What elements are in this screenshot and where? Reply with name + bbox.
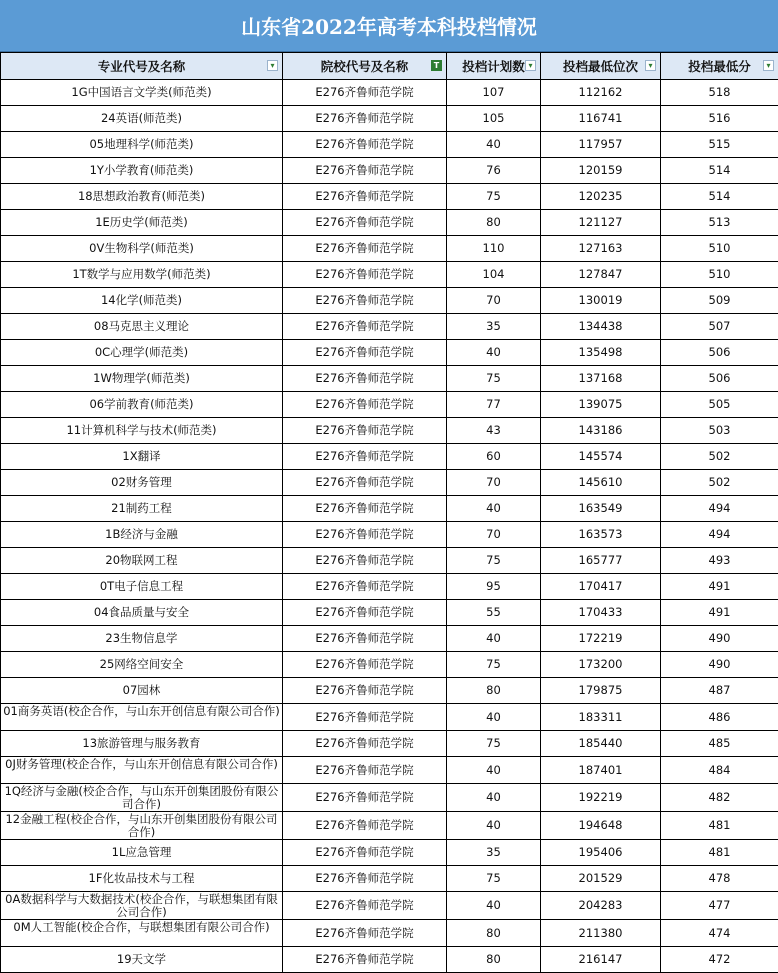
cell-plan[interactable]: 95 xyxy=(447,574,541,600)
table-row xyxy=(1,866,778,892)
cell-school[interactable]: E276齐鲁师范学院 xyxy=(283,80,447,106)
cell-score[interactable]: 490 xyxy=(661,626,778,652)
cell-major[interactable]: 08马克思主义理论 xyxy=(1,314,283,340)
cell-plan[interactable]: 110 xyxy=(447,236,541,262)
cell-plan[interactable]: 40 xyxy=(447,757,541,784)
filter-dropdown-icon[interactable]: ▾ xyxy=(645,60,656,71)
cell-school[interactable]: E276齐鲁师范学院 xyxy=(283,731,447,757)
cell-score[interactable]: 477 xyxy=(661,892,778,920)
cell-school[interactable]: E276齐鲁师范学院 xyxy=(283,920,447,947)
cell-plan[interactable]: 40 xyxy=(447,132,541,158)
cell-school[interactable]: E276齐鲁师范学院 xyxy=(283,678,447,704)
cell-rank[interactable]: 163573 xyxy=(541,522,661,548)
table-row xyxy=(1,470,778,496)
cell-plan[interactable]: 43 xyxy=(447,418,541,444)
cell-school[interactable]: E276齐鲁师范学院 xyxy=(283,757,447,784)
cell-rank[interactable]: 194648 xyxy=(541,812,661,840)
cell-school[interactable]: E276齐鲁师范学院 xyxy=(283,106,447,132)
cell-school[interactable]: E276齐鲁师范学院 xyxy=(283,866,447,892)
cell-rank[interactable]: 120159 xyxy=(541,158,661,184)
cell-rank[interactable]: 145610 xyxy=(541,470,661,496)
table-row xyxy=(1,947,778,973)
cell-rank[interactable]: 201529 xyxy=(541,866,661,892)
cell-rank[interactable]: 143186 xyxy=(541,418,661,444)
cell-score[interactable]: 487 xyxy=(661,678,778,704)
cell-score[interactable]: 502 xyxy=(661,444,778,470)
cell-major[interactable]: 0C心理学(师范类) xyxy=(1,340,283,366)
header-school: 院校代号及名称 T xyxy=(283,53,447,80)
cell-plan[interactable]: 75 xyxy=(447,366,541,392)
cell-major[interactable]: 1G中国语言文学类(师范类) xyxy=(1,80,283,106)
cell-plan[interactable]: 75 xyxy=(447,184,541,210)
cell-score[interactable]: 491 xyxy=(661,600,778,626)
table-row xyxy=(1,262,778,288)
cell-rank[interactable]: 127163 xyxy=(541,236,661,262)
cell-school[interactable]: E276齐鲁师范学院 xyxy=(283,892,447,920)
cell-major[interactable]: 18思想政治教育(师范类) xyxy=(1,184,283,210)
cell-plan[interactable]: 40 xyxy=(447,626,541,652)
filter-active-icon[interactable]: T xyxy=(431,60,442,71)
cell-major[interactable]: 05地理科学(师范类) xyxy=(1,132,283,158)
cell-major[interactable]: 01商务英语(校企合作，与山东开创信息有限公司合作) xyxy=(1,704,283,731)
table-row xyxy=(1,236,778,262)
cell-school[interactable]: E276齐鲁师范学院 xyxy=(283,840,447,866)
table-row xyxy=(1,704,778,731)
cell-plan[interactable]: 105 xyxy=(447,106,541,132)
cell-plan[interactable]: 104 xyxy=(447,262,541,288)
cell-score[interactable]: 482 xyxy=(661,784,778,812)
cell-rank[interactable]: 211380 xyxy=(541,920,661,947)
cell-plan[interactable]: 70 xyxy=(447,470,541,496)
header-score: 投档最低分 ▾ xyxy=(661,53,778,80)
cell-school[interactable]: E276齐鲁师范学院 xyxy=(283,470,447,496)
cell-major[interactable]: 1W物理学(师范类) xyxy=(1,366,283,392)
cell-rank[interactable]: 137168 xyxy=(541,366,661,392)
table-row xyxy=(1,314,778,340)
cell-school[interactable]: E276齐鲁师范学院 xyxy=(283,947,447,973)
table-row xyxy=(1,132,778,158)
cell-school[interactable]: E276齐鲁师范学院 xyxy=(283,784,447,812)
cell-rank[interactable]: 121127 xyxy=(541,210,661,236)
cell-score[interactable]: 478 xyxy=(661,866,778,892)
table-row xyxy=(1,184,778,210)
cell-plan[interactable]: 70 xyxy=(447,288,541,314)
cell-plan[interactable]: 40 xyxy=(447,496,541,522)
cell-plan[interactable]: 107 xyxy=(447,80,541,106)
cell-school[interactable]: E276齐鲁师范学院 xyxy=(283,600,447,626)
cell-major[interactable]: 07园林 xyxy=(1,678,283,704)
cell-score[interactable]: 490 xyxy=(661,652,778,678)
cell-rank[interactable]: 185440 xyxy=(541,731,661,757)
cell-plan[interactable]: 80 xyxy=(447,678,541,704)
cell-rank[interactable]: 192219 xyxy=(541,784,661,812)
cell-major[interactable]: 0A数据科学与大数据技术(校企合作，与联想集团有限公司合作) xyxy=(1,892,283,920)
cell-score[interactable]: 509 xyxy=(661,288,778,314)
cell-rank[interactable]: 204283 xyxy=(541,892,661,920)
cell-plan[interactable]: 80 xyxy=(447,947,541,973)
cell-score[interactable]: 514 xyxy=(661,184,778,210)
cell-score[interactable]: 505 xyxy=(661,392,778,418)
table-row xyxy=(1,210,778,236)
cell-score[interactable]: 518 xyxy=(661,80,778,106)
cell-school[interactable]: E276齐鲁师范学院 xyxy=(283,652,447,678)
table-row xyxy=(1,80,778,106)
cell-plan[interactable]: 75 xyxy=(447,652,541,678)
cell-school[interactable]: E276齐鲁师范学院 xyxy=(283,812,447,840)
table-row xyxy=(1,158,778,184)
cell-major[interactable]: 1E历史学(师范类) xyxy=(1,210,283,236)
cell-score[interactable]: 513 xyxy=(661,210,778,236)
cell-major[interactable]: 0T电子信息工程 xyxy=(1,574,283,600)
cell-plan[interactable]: 40 xyxy=(447,704,541,731)
cell-score[interactable]: 481 xyxy=(661,812,778,840)
table-row xyxy=(1,548,778,574)
cell-major[interactable]: 23生物信息学 xyxy=(1,626,283,652)
cell-score[interactable]: 494 xyxy=(661,522,778,548)
cell-school[interactable]: E276齐鲁师范学院 xyxy=(283,132,447,158)
cell-major[interactable]: 1L应急管理 xyxy=(1,840,283,866)
cell-school[interactable]: E276齐鲁师范学院 xyxy=(283,626,447,652)
cell-major[interactable]: 25网络空间安全 xyxy=(1,652,283,678)
cell-score[interactable]: 507 xyxy=(661,314,778,340)
cell-major[interactable]: 1T数学与应用数学(师范类) xyxy=(1,262,283,288)
cell-rank[interactable]: 183311 xyxy=(541,704,661,731)
cell-score[interactable]: 472 xyxy=(661,947,778,973)
cell-rank[interactable]: 179875 xyxy=(541,678,661,704)
cell-plan[interactable]: 35 xyxy=(447,840,541,866)
cell-major[interactable]: 1Y小学教育(师范类) xyxy=(1,158,283,184)
cell-rank[interactable]: 112162 xyxy=(541,80,661,106)
cell-plan[interactable]: 40 xyxy=(447,892,541,920)
header-row xyxy=(1,53,778,80)
cell-score[interactable]: 506 xyxy=(661,366,778,392)
cell-rank[interactable]: 163549 xyxy=(541,496,661,522)
table-row xyxy=(1,652,778,678)
cell-rank[interactable]: 170417 xyxy=(541,574,661,600)
cell-school[interactable]: E276齐鲁师范学院 xyxy=(283,236,447,262)
cell-score[interactable]: 474 xyxy=(661,920,778,947)
cell-major[interactable]: 02财务管理 xyxy=(1,470,283,496)
header-plan: 投档计划数 ▾ xyxy=(447,53,541,80)
cell-major[interactable]: 0V生物科学(师范类) xyxy=(1,236,283,262)
cell-school[interactable]: E276齐鲁师范学院 xyxy=(283,340,447,366)
table-row xyxy=(1,522,778,548)
filter-dropdown-icon[interactable]: ▾ xyxy=(763,60,774,71)
table-row xyxy=(1,574,778,600)
cell-school[interactable]: E276齐鲁师范学院 xyxy=(283,210,447,236)
table-row xyxy=(1,600,778,626)
cell-rank[interactable]: 165777 xyxy=(541,548,661,574)
cell-plan[interactable]: 40 xyxy=(447,340,541,366)
cell-score[interactable]: 510 xyxy=(661,262,778,288)
table-row xyxy=(1,418,778,444)
table-row xyxy=(1,731,778,757)
table-row xyxy=(1,340,778,366)
cell-score[interactable]: 485 xyxy=(661,731,778,757)
cell-score[interactable]: 506 xyxy=(661,340,778,366)
cell-school[interactable]: E276齐鲁师范学院 xyxy=(283,574,447,600)
admission-table xyxy=(0,52,778,973)
cell-plan[interactable]: 70 xyxy=(447,522,541,548)
cell-school[interactable]: E276齐鲁师范学院 xyxy=(283,418,447,444)
table-row xyxy=(1,444,778,470)
cell-score[interactable]: 502 xyxy=(661,470,778,496)
cell-plan[interactable]: 75 xyxy=(447,866,541,892)
table-row xyxy=(1,366,778,392)
table-row xyxy=(1,784,778,812)
cell-score[interactable]: 494 xyxy=(661,496,778,522)
cell-score[interactable]: 515 xyxy=(661,132,778,158)
table-row xyxy=(1,920,778,947)
cell-score[interactable]: 503 xyxy=(661,418,778,444)
cell-score[interactable]: 486 xyxy=(661,704,778,731)
cell-score[interactable]: 481 xyxy=(661,840,778,866)
cell-school[interactable]: E276齐鲁师范学院 xyxy=(283,314,447,340)
cell-school[interactable]: E276齐鲁师范学院 xyxy=(283,444,447,470)
cell-plan[interactable]: 75 xyxy=(447,731,541,757)
table-body xyxy=(1,80,778,973)
cell-major[interactable]: 14化学(师范类) xyxy=(1,288,283,314)
header-rank: 投档最低位次 ▾ xyxy=(541,53,661,80)
table-row xyxy=(1,892,778,920)
cell-plan[interactable]: 40 xyxy=(447,784,541,812)
cell-major[interactable]: 06学前教育(师范类) xyxy=(1,392,283,418)
sheet-title: 山东省2022年高考本科投档情况 xyxy=(0,0,778,52)
cell-plan[interactable]: 55 xyxy=(447,600,541,626)
cell-rank[interactable]: 187401 xyxy=(541,757,661,784)
filter-dropdown-icon[interactable]: ▾ xyxy=(267,60,278,71)
cell-score[interactable]: 516 xyxy=(661,106,778,132)
cell-plan[interactable]: 40 xyxy=(447,812,541,840)
cell-rank[interactable]: 134438 xyxy=(541,314,661,340)
table-row xyxy=(1,106,778,132)
cell-plan[interactable]: 80 xyxy=(447,920,541,947)
cell-score[interactable]: 510 xyxy=(661,236,778,262)
cell-school[interactable]: E276齐鲁师范学院 xyxy=(283,366,447,392)
filter-dropdown-icon[interactable]: ▾ xyxy=(525,60,536,71)
cell-score[interactable]: 484 xyxy=(661,757,778,784)
cell-school[interactable]: E276齐鲁师范学院 xyxy=(283,496,447,522)
cell-major[interactable]: 11计算机科学与技术(师范类) xyxy=(1,418,283,444)
cell-plan[interactable]: 76 xyxy=(447,158,541,184)
table-row xyxy=(1,288,778,314)
cell-plan[interactable]: 80 xyxy=(447,210,541,236)
header-major: 专业代号及名称 ▾ xyxy=(1,53,283,80)
cell-major[interactable]: 21制药工程 xyxy=(1,496,283,522)
cell-rank[interactable]: 130019 xyxy=(541,288,661,314)
cell-major[interactable]: 0J财务管理(校企合作，与山东开创信息有限公司合作) xyxy=(1,757,283,784)
cell-rank[interactable]: 139075 xyxy=(541,392,661,418)
cell-major[interactable]: 1Q经济与金融(校企合作，与山东开创集团股份有限公司合作) xyxy=(1,784,283,812)
cell-rank[interactable]: 172219 xyxy=(541,626,661,652)
cell-school[interactable]: E276齐鲁师范学院 xyxy=(283,288,447,314)
cell-rank[interactable]: 120235 xyxy=(541,184,661,210)
cell-rank[interactable]: 127847 xyxy=(541,262,661,288)
cell-major[interactable]: 0M人工智能(校企合作，与联想集团有限公司合作) xyxy=(1,920,283,947)
table-row xyxy=(1,626,778,652)
cell-plan[interactable]: 60 xyxy=(447,444,541,470)
table-row xyxy=(1,392,778,418)
cell-school[interactable]: E276齐鲁师范学院 xyxy=(283,262,447,288)
table-row xyxy=(1,678,778,704)
cell-school[interactable]: E276齐鲁师范学院 xyxy=(283,392,447,418)
cell-rank[interactable]: 173200 xyxy=(541,652,661,678)
cell-school[interactable]: E276齐鲁师范学院 xyxy=(283,158,447,184)
cell-rank[interactable]: 170433 xyxy=(541,600,661,626)
cell-major[interactable]: 12金融工程(校企合作，与山东开创集团股份有限公司合作) xyxy=(1,812,283,840)
cell-school[interactable]: E276齐鲁师范学院 xyxy=(283,704,447,731)
cell-major[interactable]: 1B经济与金融 xyxy=(1,522,283,548)
cell-major[interactable]: 1F化妆品技术与工程 xyxy=(1,866,283,892)
cell-school[interactable]: E276齐鲁师范学院 xyxy=(283,548,447,574)
cell-school[interactable]: E276齐鲁师范学院 xyxy=(283,522,447,548)
cell-rank[interactable]: 145574 xyxy=(541,444,661,470)
cell-score[interactable]: 493 xyxy=(661,548,778,574)
table-row xyxy=(1,496,778,522)
cell-plan[interactable]: 75 xyxy=(447,548,541,574)
table-row xyxy=(1,840,778,866)
cell-rank[interactable]: 117957 xyxy=(541,132,661,158)
table-row xyxy=(1,812,778,840)
cell-rank[interactable]: 135498 xyxy=(541,340,661,366)
cell-school[interactable]: E276齐鲁师范学院 xyxy=(283,184,447,210)
cell-major[interactable]: 04食品质量与安全 xyxy=(1,600,283,626)
cell-major[interactable]: 13旅游管理与服务教育 xyxy=(1,731,283,757)
cell-major[interactable]: 1X翻译 xyxy=(1,444,283,470)
cell-major[interactable]: 19天文学 xyxy=(1,947,283,973)
cell-score[interactable]: 514 xyxy=(661,158,778,184)
cell-plan[interactable]: 35 xyxy=(447,314,541,340)
cell-rank[interactable]: 195406 xyxy=(541,840,661,866)
cell-major[interactable]: 20物联网工程 xyxy=(1,548,283,574)
cell-rank[interactable]: 216147 xyxy=(541,947,661,973)
cell-score[interactable]: 491 xyxy=(661,574,778,600)
cell-plan[interactable]: 77 xyxy=(447,392,541,418)
cell-major[interactable]: 24英语(师范类) xyxy=(1,106,283,132)
cell-rank[interactable]: 116741 xyxy=(541,106,661,132)
table-row xyxy=(1,757,778,784)
